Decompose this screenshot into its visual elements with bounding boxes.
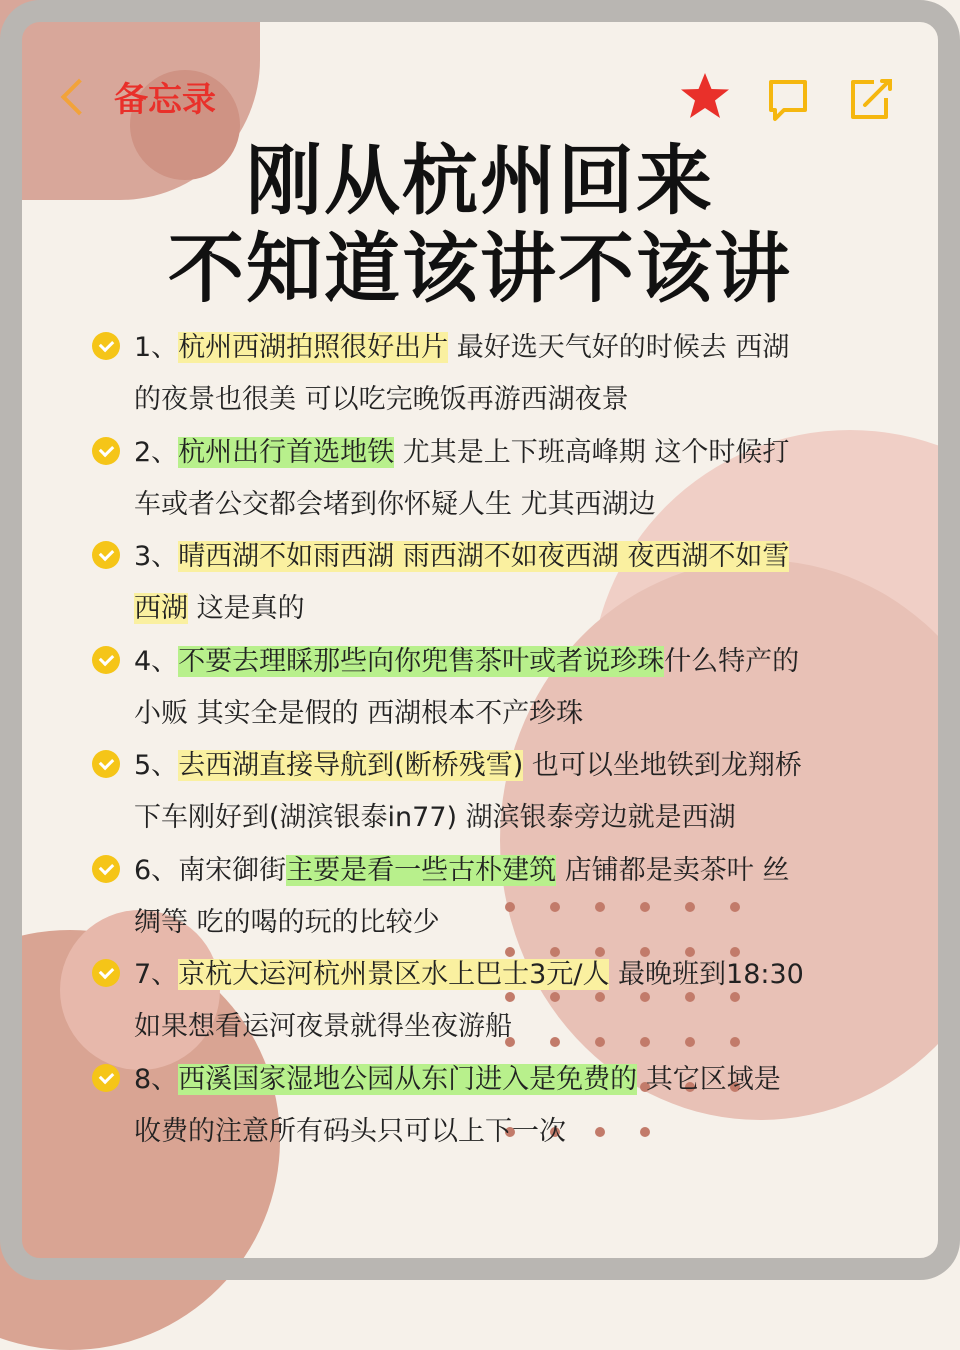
title-line-2: 不知道该讲不该讲 xyxy=(168,224,792,313)
item-text-line2: 收费的注意所有码头只可以上下一次 xyxy=(134,1115,566,1147)
item-highlight: 西溪国家湿地公园从东门进入是免费的 xyxy=(178,1063,638,1095)
back-label[interactable]: 备忘录 xyxy=(114,80,216,120)
check-circle-icon xyxy=(92,959,120,987)
edit-icon[interactable] xyxy=(848,78,894,122)
item-highlight: 杭州出行首选地铁 xyxy=(178,436,395,468)
item-text: 最晚班到18:30 xyxy=(609,959,804,990)
item-text-line2: 绸等 吃的喝的玩的比较少 xyxy=(134,906,440,938)
item-highlight: 晴西湖不如雨西湖 雨西湖不如夜西湖 夜西湖不如雪 xyxy=(178,541,790,572)
list-item xyxy=(92,636,892,741)
list-item xyxy=(92,740,892,845)
star-icon[interactable] xyxy=(678,70,732,124)
item-number: 6、 xyxy=(134,854,179,886)
item-text: 尤其是上下班高峰期 这个时候打 xyxy=(394,436,790,468)
item-number: 4、 xyxy=(134,645,179,677)
item-text: 也可以坐地铁到龙翔桥 xyxy=(523,750,802,781)
item-text: 什么特产的 xyxy=(664,645,800,677)
item-highlight: 不要去理睬那些向你兜售茶叶或者说珍珠 xyxy=(178,645,665,677)
list-item xyxy=(92,322,892,427)
list-item xyxy=(92,531,892,636)
title-line-1: 刚从杭州回来 xyxy=(246,136,714,225)
item-text: 店铺都是卖茶叶 丝 xyxy=(556,854,790,886)
check-circle-icon xyxy=(92,855,120,883)
list-item xyxy=(92,1054,892,1159)
nav-header[interactable] xyxy=(58,72,216,121)
item-number: 8、 xyxy=(134,1063,179,1095)
item-highlight: 主要是看一些古朴建筑 xyxy=(286,854,557,886)
check-circle-icon xyxy=(92,646,120,674)
item-highlight: 杭州西湖拍照很好出片 xyxy=(178,332,449,363)
item-text-line2: 如果想看运河夜景就得坐夜游船 xyxy=(134,1011,512,1042)
item-number: 5、 xyxy=(134,750,179,781)
item-highlight: 京杭大运河杭州景区水上巴士3元/人 xyxy=(178,959,610,990)
item-text-line2: 下车刚好到(湖滨银泰in77) 湖滨银泰旁边就是西湖 xyxy=(134,802,736,833)
comment-icon[interactable] xyxy=(766,78,810,124)
tips-list xyxy=(92,322,892,1158)
item-text: 其它区域是 xyxy=(637,1063,781,1095)
check-circle-icon xyxy=(92,437,120,465)
item-highlight: 去西湖直接导航到(断桥残雪) xyxy=(178,750,524,781)
check-circle-icon xyxy=(92,1064,120,1092)
list-item xyxy=(92,949,892,1054)
list-item xyxy=(92,427,892,532)
back-chevron-icon[interactable] xyxy=(61,78,98,115)
check-circle-icon xyxy=(92,541,120,569)
item-number: 3、 xyxy=(134,541,179,572)
list-item xyxy=(92,845,892,950)
item-number: 1、 xyxy=(134,332,179,363)
item-number: 2、 xyxy=(134,436,179,468)
check-circle-icon xyxy=(92,750,120,778)
item-text-line2: 的夜景也很美 可以吃完晚饭再游西湖夜景 xyxy=(134,384,629,415)
item-text: 最好选天气好的时候去 西湖 xyxy=(448,332,790,363)
item-text-line2: 这是真的 xyxy=(188,593,305,624)
item-text-line2: 车或者公交都会堵到你怀疑人生 尤其西湖边 xyxy=(134,488,656,520)
item-text: 南宋御街 xyxy=(178,854,287,886)
item-number: 7、 xyxy=(134,959,179,990)
check-circle-icon xyxy=(92,332,120,360)
item-highlight: 西湖 xyxy=(134,593,188,624)
item-text-line2: 小贩 其实全是假的 西湖根本不产珍珠 xyxy=(134,697,584,729)
